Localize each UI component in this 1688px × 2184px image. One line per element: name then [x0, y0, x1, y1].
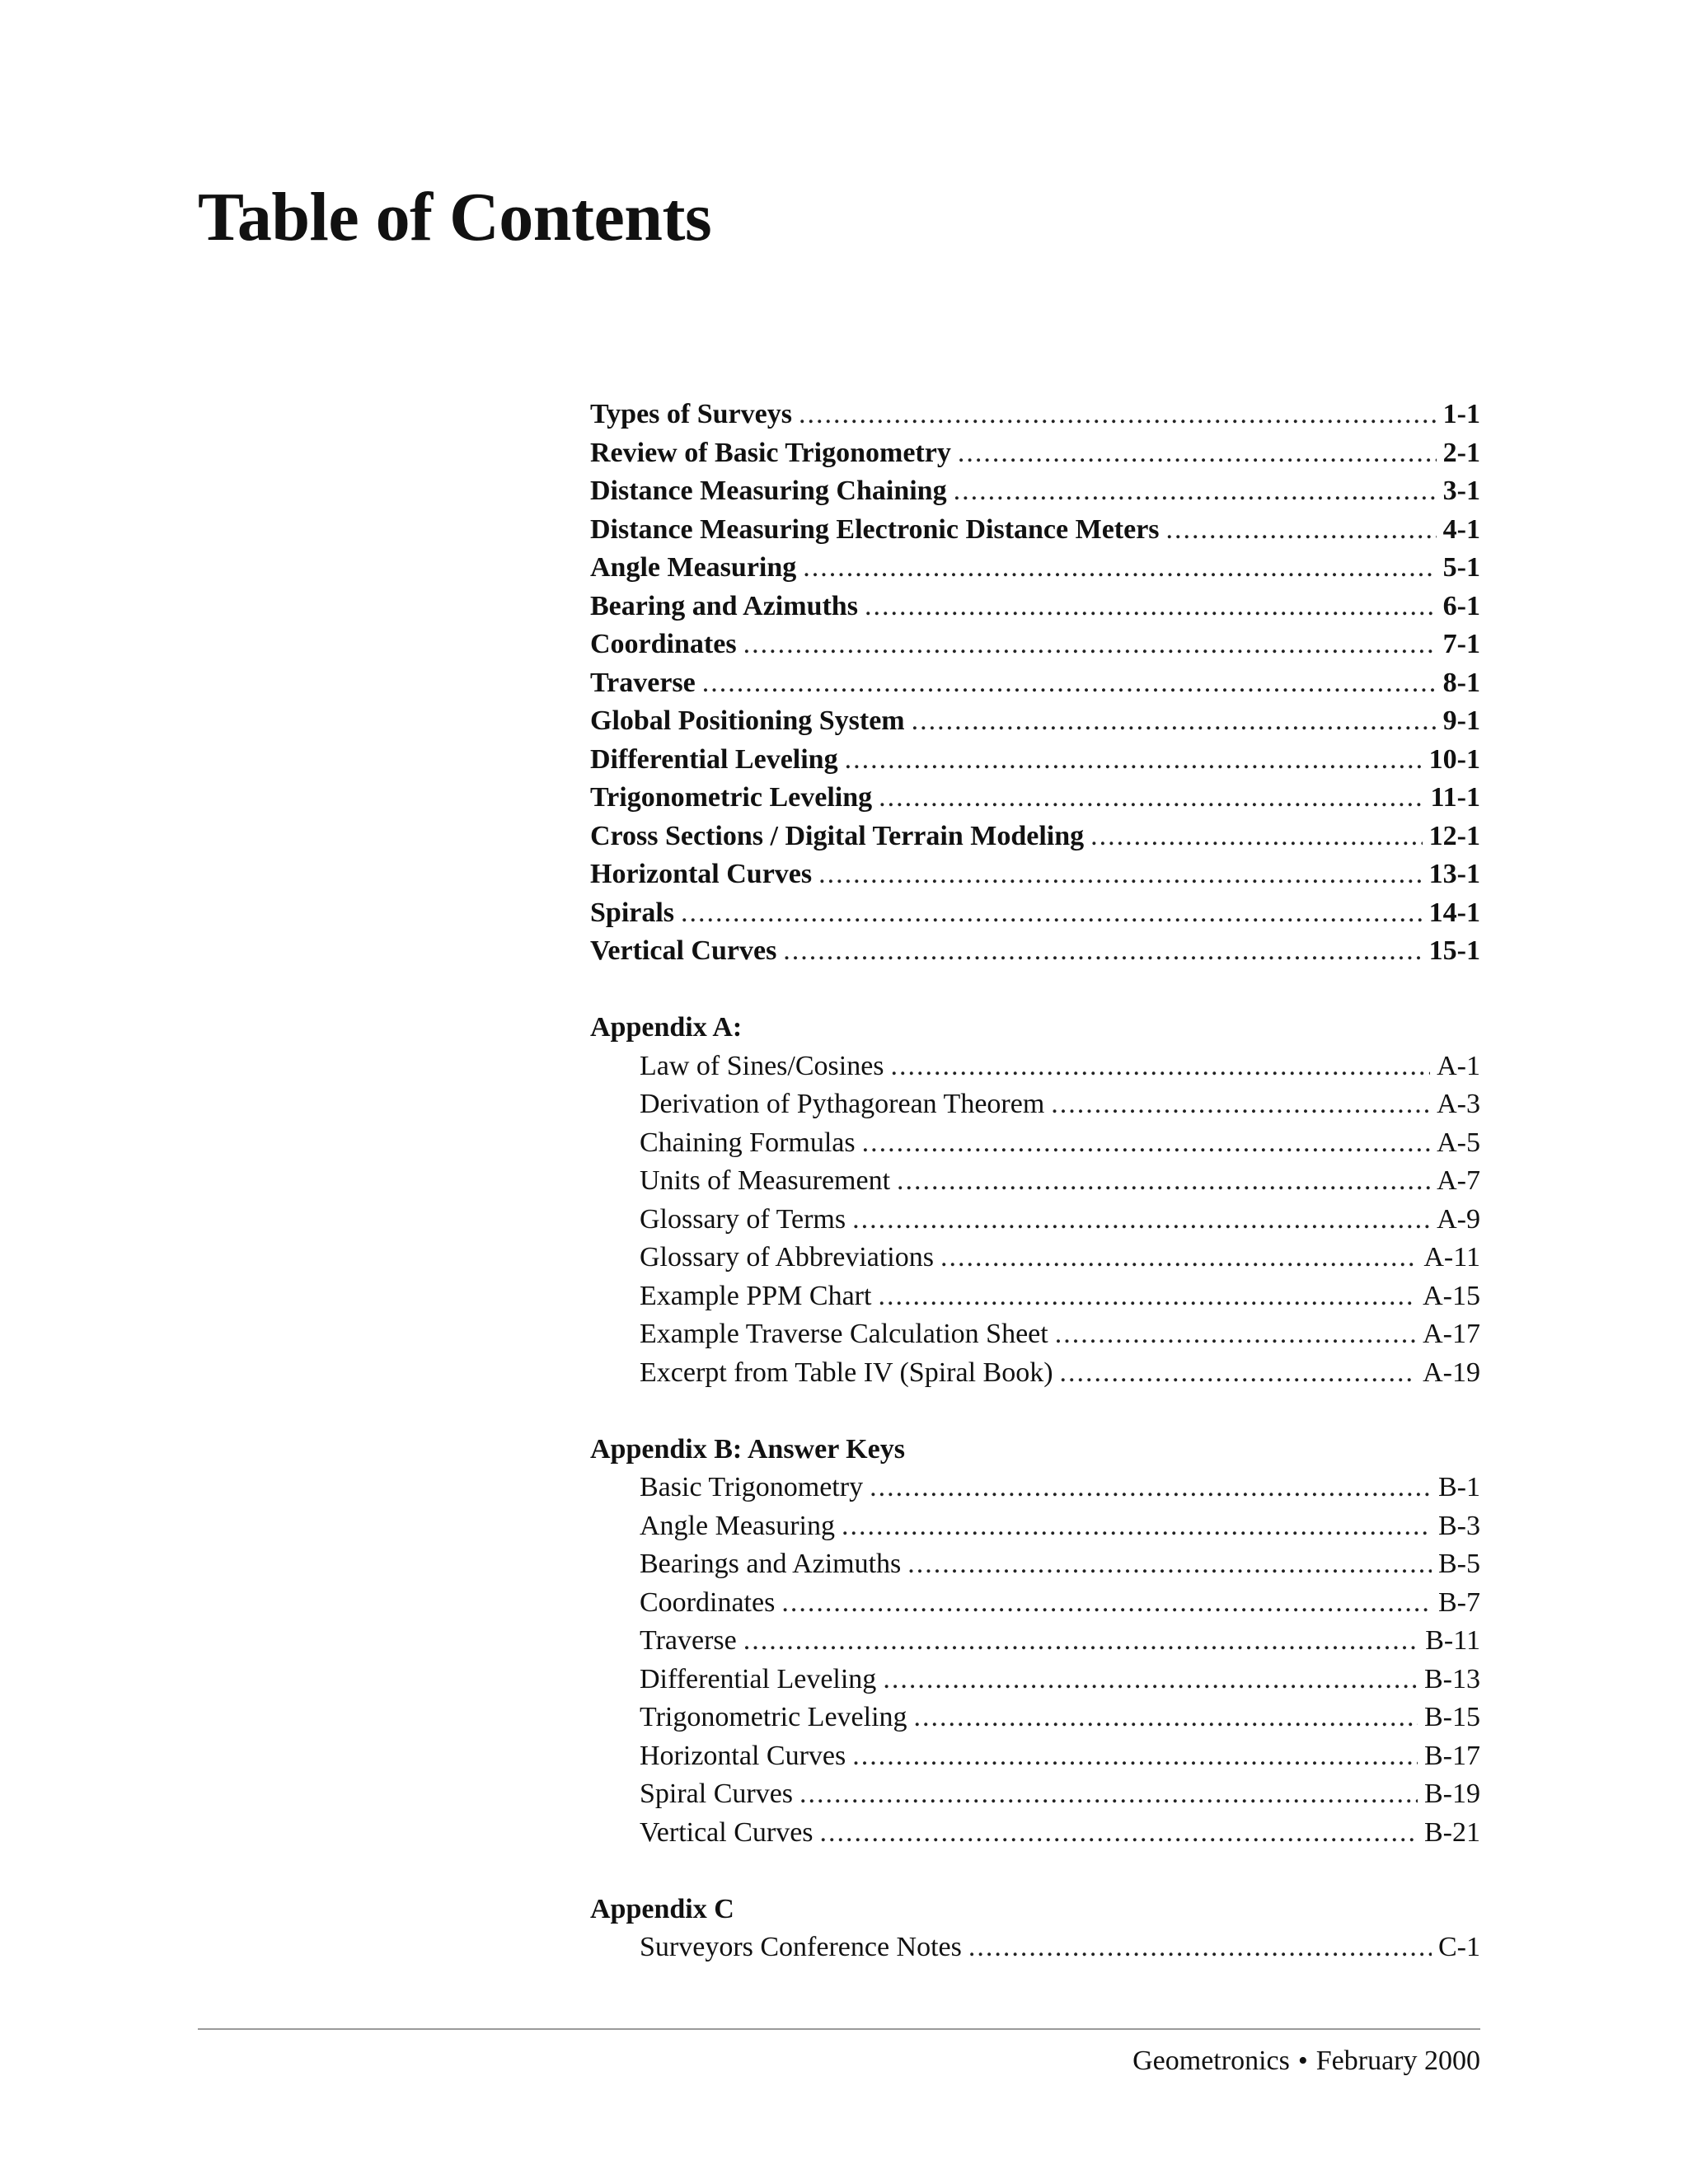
toc-entry-title: Review of Basic Trigonometry — [590, 437, 951, 468]
toc-entry-page-number: B-15 — [1424, 1702, 1480, 1732]
dot-leader — [1051, 1085, 1430, 1124]
toc-entry — [590, 1584, 1480, 1623]
toc-entry-page-number: A-19 — [1423, 1357, 1480, 1388]
dot-leader — [897, 1162, 1430, 1201]
toc-entry — [590, 855, 1480, 894]
toc-entry-page-number: A-1 — [1437, 1050, 1480, 1081]
section-gap — [590, 1852, 1480, 1891]
main-entries-list — [590, 396, 1480, 971]
dot-leader — [799, 396, 1437, 434]
dot-leader — [820, 1814, 1418, 1853]
toc-entry — [590, 1775, 1480, 1814]
toc-entry — [590, 664, 1480, 703]
toc-entry-title: Bearing and Azimuths — [590, 590, 858, 621]
toc-entry-page-number: B-5 — [1438, 1549, 1480, 1579]
toc-entry-page-number: 13-1 — [1428, 859, 1480, 889]
dot-leader — [681, 894, 1423, 933]
toc-entry-title: Derivation of Pythagorean Theorem — [640, 1089, 1045, 1119]
toc-entry-title: Traverse — [640, 1625, 737, 1656]
toc-entry — [590, 549, 1480, 588]
dot-leader — [845, 741, 1423, 780]
page-footer — [1132, 2042, 1480, 2080]
toc-entry-page-number: B-3 — [1438, 1510, 1480, 1541]
dot-leader — [743, 1622, 1419, 1661]
toc-entry-page-number: B-7 — [1438, 1586, 1480, 1618]
dot-leader — [1166, 511, 1437, 550]
toc-entry-page-number: 11-1 — [1430, 782, 1480, 813]
toc-entry-page-number: 8-1 — [1442, 667, 1480, 698]
toc-entry — [590, 779, 1480, 818]
section-gap — [590, 971, 1480, 1010]
dot-leader — [852, 1737, 1418, 1776]
toc-entry-title: Differential Leveling — [640, 1663, 877, 1694]
toc-entry-title: Coordinates — [590, 629, 737, 659]
dot-leader — [818, 855, 1423, 894]
footer-date: February 2000 — [1315, 2046, 1480, 2076]
toc-entry-title: Trigonometric Leveling — [590, 782, 873, 813]
toc-entry — [590, 1699, 1480, 1737]
dot-leader — [912, 702, 1437, 741]
toc-entry — [590, 1201, 1480, 1240]
toc-entry — [590, 434, 1480, 473]
toc-entry-page-number: 7-1 — [1442, 629, 1480, 659]
toc-entry — [590, 894, 1480, 933]
toc-entry — [590, 1124, 1480, 1163]
toc-entry-page-number: B-11 — [1425, 1625, 1480, 1656]
toc-entry-title: Trigonometric Leveling — [640, 1702, 907, 1732]
toc-entry-title: Glossary of Terms — [640, 1203, 846, 1235]
dot-leader — [1060, 1354, 1417, 1393]
toc-entry — [590, 626, 1480, 664]
dot-leader — [940, 1239, 1417, 1277]
toc-entry-title: Angle Measuring — [640, 1510, 836, 1541]
dot-leader — [803, 549, 1436, 588]
toc-entry — [590, 511, 1480, 550]
toc-entry-page-number: 5-1 — [1442, 552, 1480, 583]
dot-leader — [883, 1661, 1418, 1699]
toc-entry — [590, 1239, 1480, 1277]
footer-separator: • — [1297, 2046, 1308, 2076]
toc-entry — [590, 396, 1480, 434]
toc-entry-title: Types of Surveys — [590, 399, 792, 429]
toc-entry-title: Spiral Curves — [640, 1779, 794, 1809]
appendix-c-list — [590, 1929, 1480, 1967]
dot-leader — [1055, 1315, 1416, 1354]
toc-entry-page-number: A-11 — [1423, 1242, 1480, 1272]
toc-entry-title: Differential Leveling — [590, 743, 838, 775]
appendix-b-list — [590, 1469, 1480, 1852]
toc-entry-page-number: B-17 — [1424, 1740, 1480, 1771]
toc-entry-page-number: A-15 — [1423, 1280, 1480, 1311]
toc-entry-title: Horizontal Curves — [590, 859, 813, 889]
toc-entry-page-number: 12-1 — [1428, 820, 1480, 851]
toc-entry — [590, 588, 1480, 626]
toc-entry-title: Distance Measuring Chaining — [590, 476, 947, 506]
appendix-b-heading: Appendix B: Answer Keys — [590, 1433, 905, 1465]
toc-entry-title: Law of Sines/Cosines — [640, 1050, 884, 1081]
toc-entry-page-number: B-13 — [1424, 1663, 1480, 1694]
toc-entry-title: Basic Trigonometry — [640, 1472, 864, 1502]
toc-entry — [590, 741, 1480, 780]
footer-divider — [198, 2028, 1480, 2030]
toc-entry-page-number: B-21 — [1424, 1816, 1480, 1848]
dot-leader — [968, 1929, 1432, 1967]
appendix-a-heading: Appendix A: — [590, 1012, 743, 1043]
toc-entry-title: Vertical Curves — [640, 1816, 814, 1848]
toc-entry — [590, 1622, 1480, 1661]
toc-entry-page-number: 2-1 — [1442, 437, 1480, 468]
toc-entry — [590, 1085, 1480, 1124]
toc-entry-page-number: 4-1 — [1442, 513, 1480, 545]
toc-entry-title: Horizontal Curves — [640, 1740, 846, 1771]
footer-publication: Geometronics — [1132, 2046, 1290, 2076]
dot-leader — [862, 1124, 1431, 1163]
dot-leader — [852, 1201, 1430, 1240]
toc-entry-title: Units of Measurement — [640, 1165, 891, 1196]
toc-entry-title: Spirals — [590, 897, 675, 928]
dot-leader — [743, 626, 1437, 664]
toc-entry-title: Global Positioning System — [590, 705, 905, 736]
toc-entry — [590, 1661, 1480, 1699]
toc-entry-page-number: A-9 — [1437, 1203, 1480, 1235]
dot-leader — [799, 1775, 1418, 1814]
dot-leader — [870, 1469, 1432, 1507]
toc-entry — [590, 1277, 1480, 1316]
toc-entry-title: Traverse — [590, 667, 696, 698]
toc-entry — [590, 1354, 1480, 1393]
dot-leader — [878, 1277, 1416, 1316]
dot-leader — [781, 1584, 1432, 1623]
toc-entry-title: Distance Measuring Electronic Distance Meters — [590, 513, 1160, 545]
table-of-contents — [590, 396, 1480, 1967]
toc-entry-page-number: 1-1 — [1442, 399, 1480, 429]
toc-entry-title: Surveyors Conference Notes — [640, 1932, 962, 1962]
toc-entry-page-number: 6-1 — [1442, 590, 1480, 621]
toc-entry-title: Angle Measuring — [590, 552, 797, 583]
toc-entry-page-number: 3-1 — [1442, 476, 1480, 506]
toc-entry-page-number: A-17 — [1423, 1319, 1480, 1349]
toc-entry — [590, 472, 1480, 511]
toc-entry-page-number: 10-1 — [1428, 743, 1480, 775]
toc-entry-title: Example PPM Chart — [640, 1280, 872, 1311]
dot-leader — [1090, 818, 1423, 856]
dot-leader — [907, 1545, 1432, 1584]
toc-entry — [590, 1814, 1480, 1853]
appendix-c-heading: Appendix C — [590, 1893, 734, 1924]
dot-leader — [958, 434, 1437, 473]
toc-entry-title: Glossary of Abbreviations — [640, 1242, 934, 1272]
toc-entry-title: Vertical Curves — [590, 935, 777, 966]
toc-entry — [590, 932, 1480, 971]
toc-entry-page-number: A-7 — [1437, 1165, 1480, 1196]
toc-entry-page-number: 15-1 — [1428, 935, 1480, 966]
toc-entry — [590, 1162, 1480, 1201]
dot-leader — [879, 779, 1423, 818]
dot-leader — [783, 932, 1422, 971]
toc-entry-page-number: A-5 — [1437, 1127, 1480, 1158]
toc-entry — [590, 1737, 1480, 1776]
toc-entry — [590, 1545, 1480, 1584]
toc-entry — [590, 1507, 1480, 1546]
toc-entry-page-number: C-1 — [1438, 1932, 1480, 1962]
toc-entry — [590, 1929, 1480, 1967]
section-gap — [590, 1392, 1480, 1431]
toc-entry — [590, 1315, 1480, 1354]
toc-entry-title: Excerpt from Table IV (Spiral Book) — [640, 1357, 1053, 1388]
toc-entry-page-number: B-1 — [1438, 1472, 1480, 1502]
dot-leader — [842, 1507, 1432, 1546]
toc-entry — [590, 702, 1480, 741]
toc-entry-title: Example Traverse Calculation Sheet — [640, 1319, 1048, 1349]
dot-leader — [954, 472, 1437, 511]
dot-leader — [702, 664, 1437, 703]
appendix-a-list — [590, 1047, 1480, 1393]
toc-entry-page-number: 9-1 — [1442, 705, 1480, 736]
toc-entry-page-number: B-19 — [1424, 1779, 1480, 1809]
toc-entry — [590, 1469, 1480, 1507]
toc-entry-title: Bearings and Azimuths — [640, 1549, 902, 1579]
toc-entry-title: Cross Sections / Digital Terrain Modeling — [590, 820, 1085, 851]
toc-entry-title: Coordinates — [640, 1586, 776, 1618]
dot-leader — [891, 1047, 1431, 1086]
dot-leader — [865, 588, 1437, 626]
toc-entry — [590, 818, 1480, 856]
page-title: Table of Contents — [198, 179, 712, 255]
toc-entry-page-number: A-3 — [1437, 1089, 1480, 1119]
toc-entry-title: Chaining Formulas — [640, 1127, 856, 1158]
dot-leader — [914, 1699, 1418, 1737]
toc-entry-page-number: 14-1 — [1428, 897, 1480, 928]
toc-entry — [590, 1047, 1480, 1086]
